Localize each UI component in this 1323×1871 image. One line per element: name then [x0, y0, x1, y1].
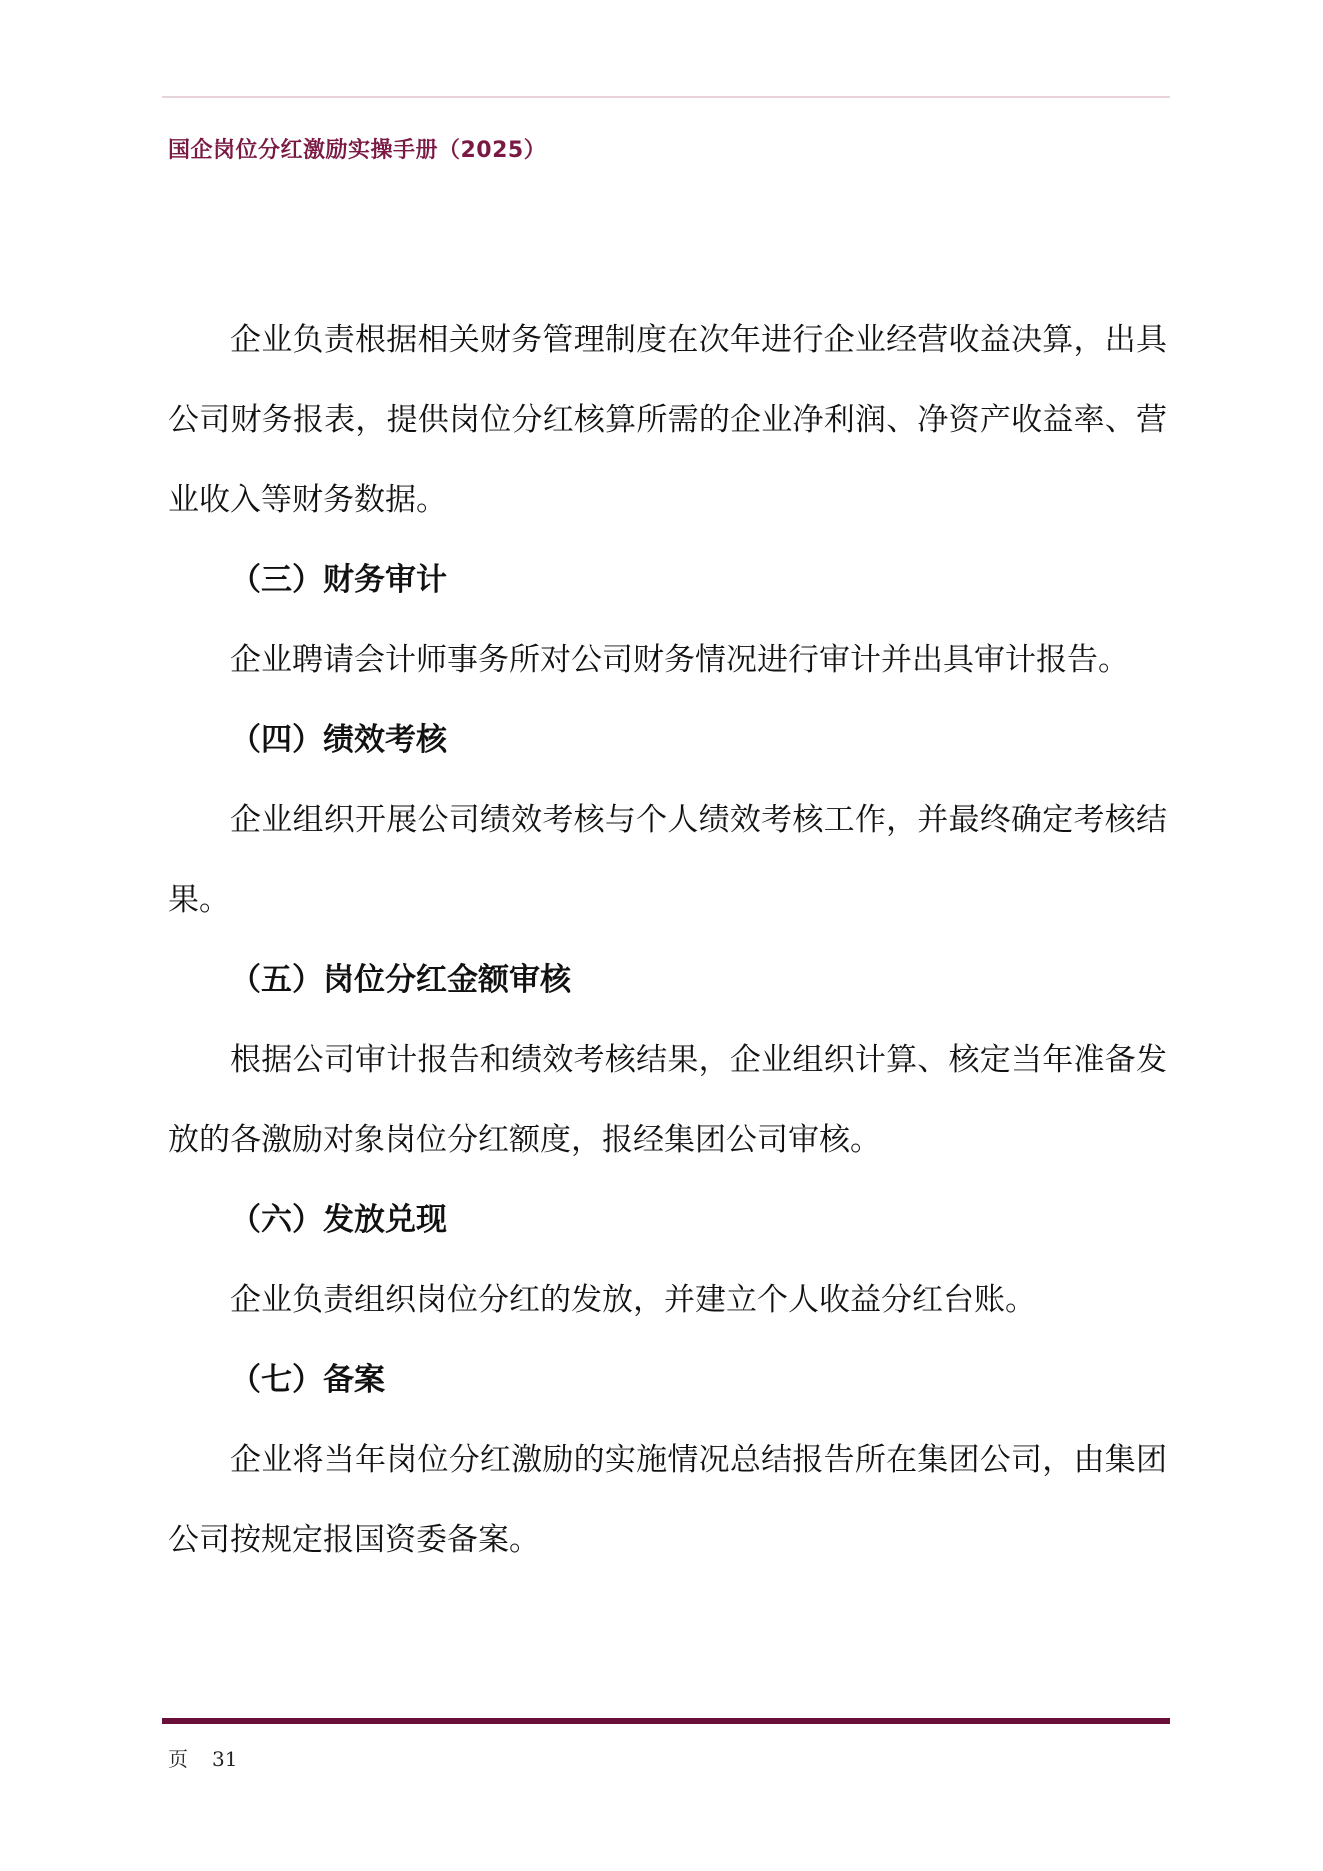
section-heading-performance-appraisal: （四）绩效考核 — [230, 722, 447, 758]
paragraph-financial-settlement: 企业负责根据相关财务管理制度在次年进行企业经营收益决算，出具公司财务报表，提供岗位分红核算所需的企业净利润、净资产收益率、营业收入等财务数据。 — [168, 322, 1167, 518]
section-heading-filing: （七）备案 — [230, 1362, 385, 1398]
footer-divider — [162, 1718, 1170, 1724]
page-number: 31 — [212, 1747, 238, 1771]
body-content — [168, 300, 1167, 1580]
section-heading-dividend-amount-review: （五）岗位分红金额审核 — [230, 962, 571, 998]
paragraph-filing: 企业将当年岗位分红激励的实施情况总结报告所在集团公司，由集团公司按规定报国资委备案。 — [168, 1442, 1167, 1558]
header-divider — [162, 96, 1170, 98]
section-heading-payout: （六）发放兑现 — [230, 1202, 447, 1238]
paragraph-financial-audit: 企业聘请会计师事务所对公司财务情况进行审计并出具审计报告。 — [230, 642, 1129, 678]
page-footer — [168, 1743, 237, 1772]
paragraph-dividend-amount-review: 根据公司审计报告和绩效考核结果，企业组织计算、核定当年准备发放的各激励对象岗位分红额度，报经集团公司审核。 — [168, 1042, 1167, 1158]
section-heading-financial-audit: （三）财务审计 — [230, 562, 447, 598]
paragraph-performance-appraisal: 企业组织开展公司绩效考核与个人绩效考核工作，并最终确定考核结果。 — [168, 802, 1167, 918]
running-header-title: 国企岗位分红激励实操手册（2025） — [168, 138, 547, 163]
page-label: 页 — [168, 1747, 188, 1771]
paragraph-payout: 企业负责组织岗位分红的发放，并建立个人收益分红台账。 — [230, 1282, 1036, 1318]
